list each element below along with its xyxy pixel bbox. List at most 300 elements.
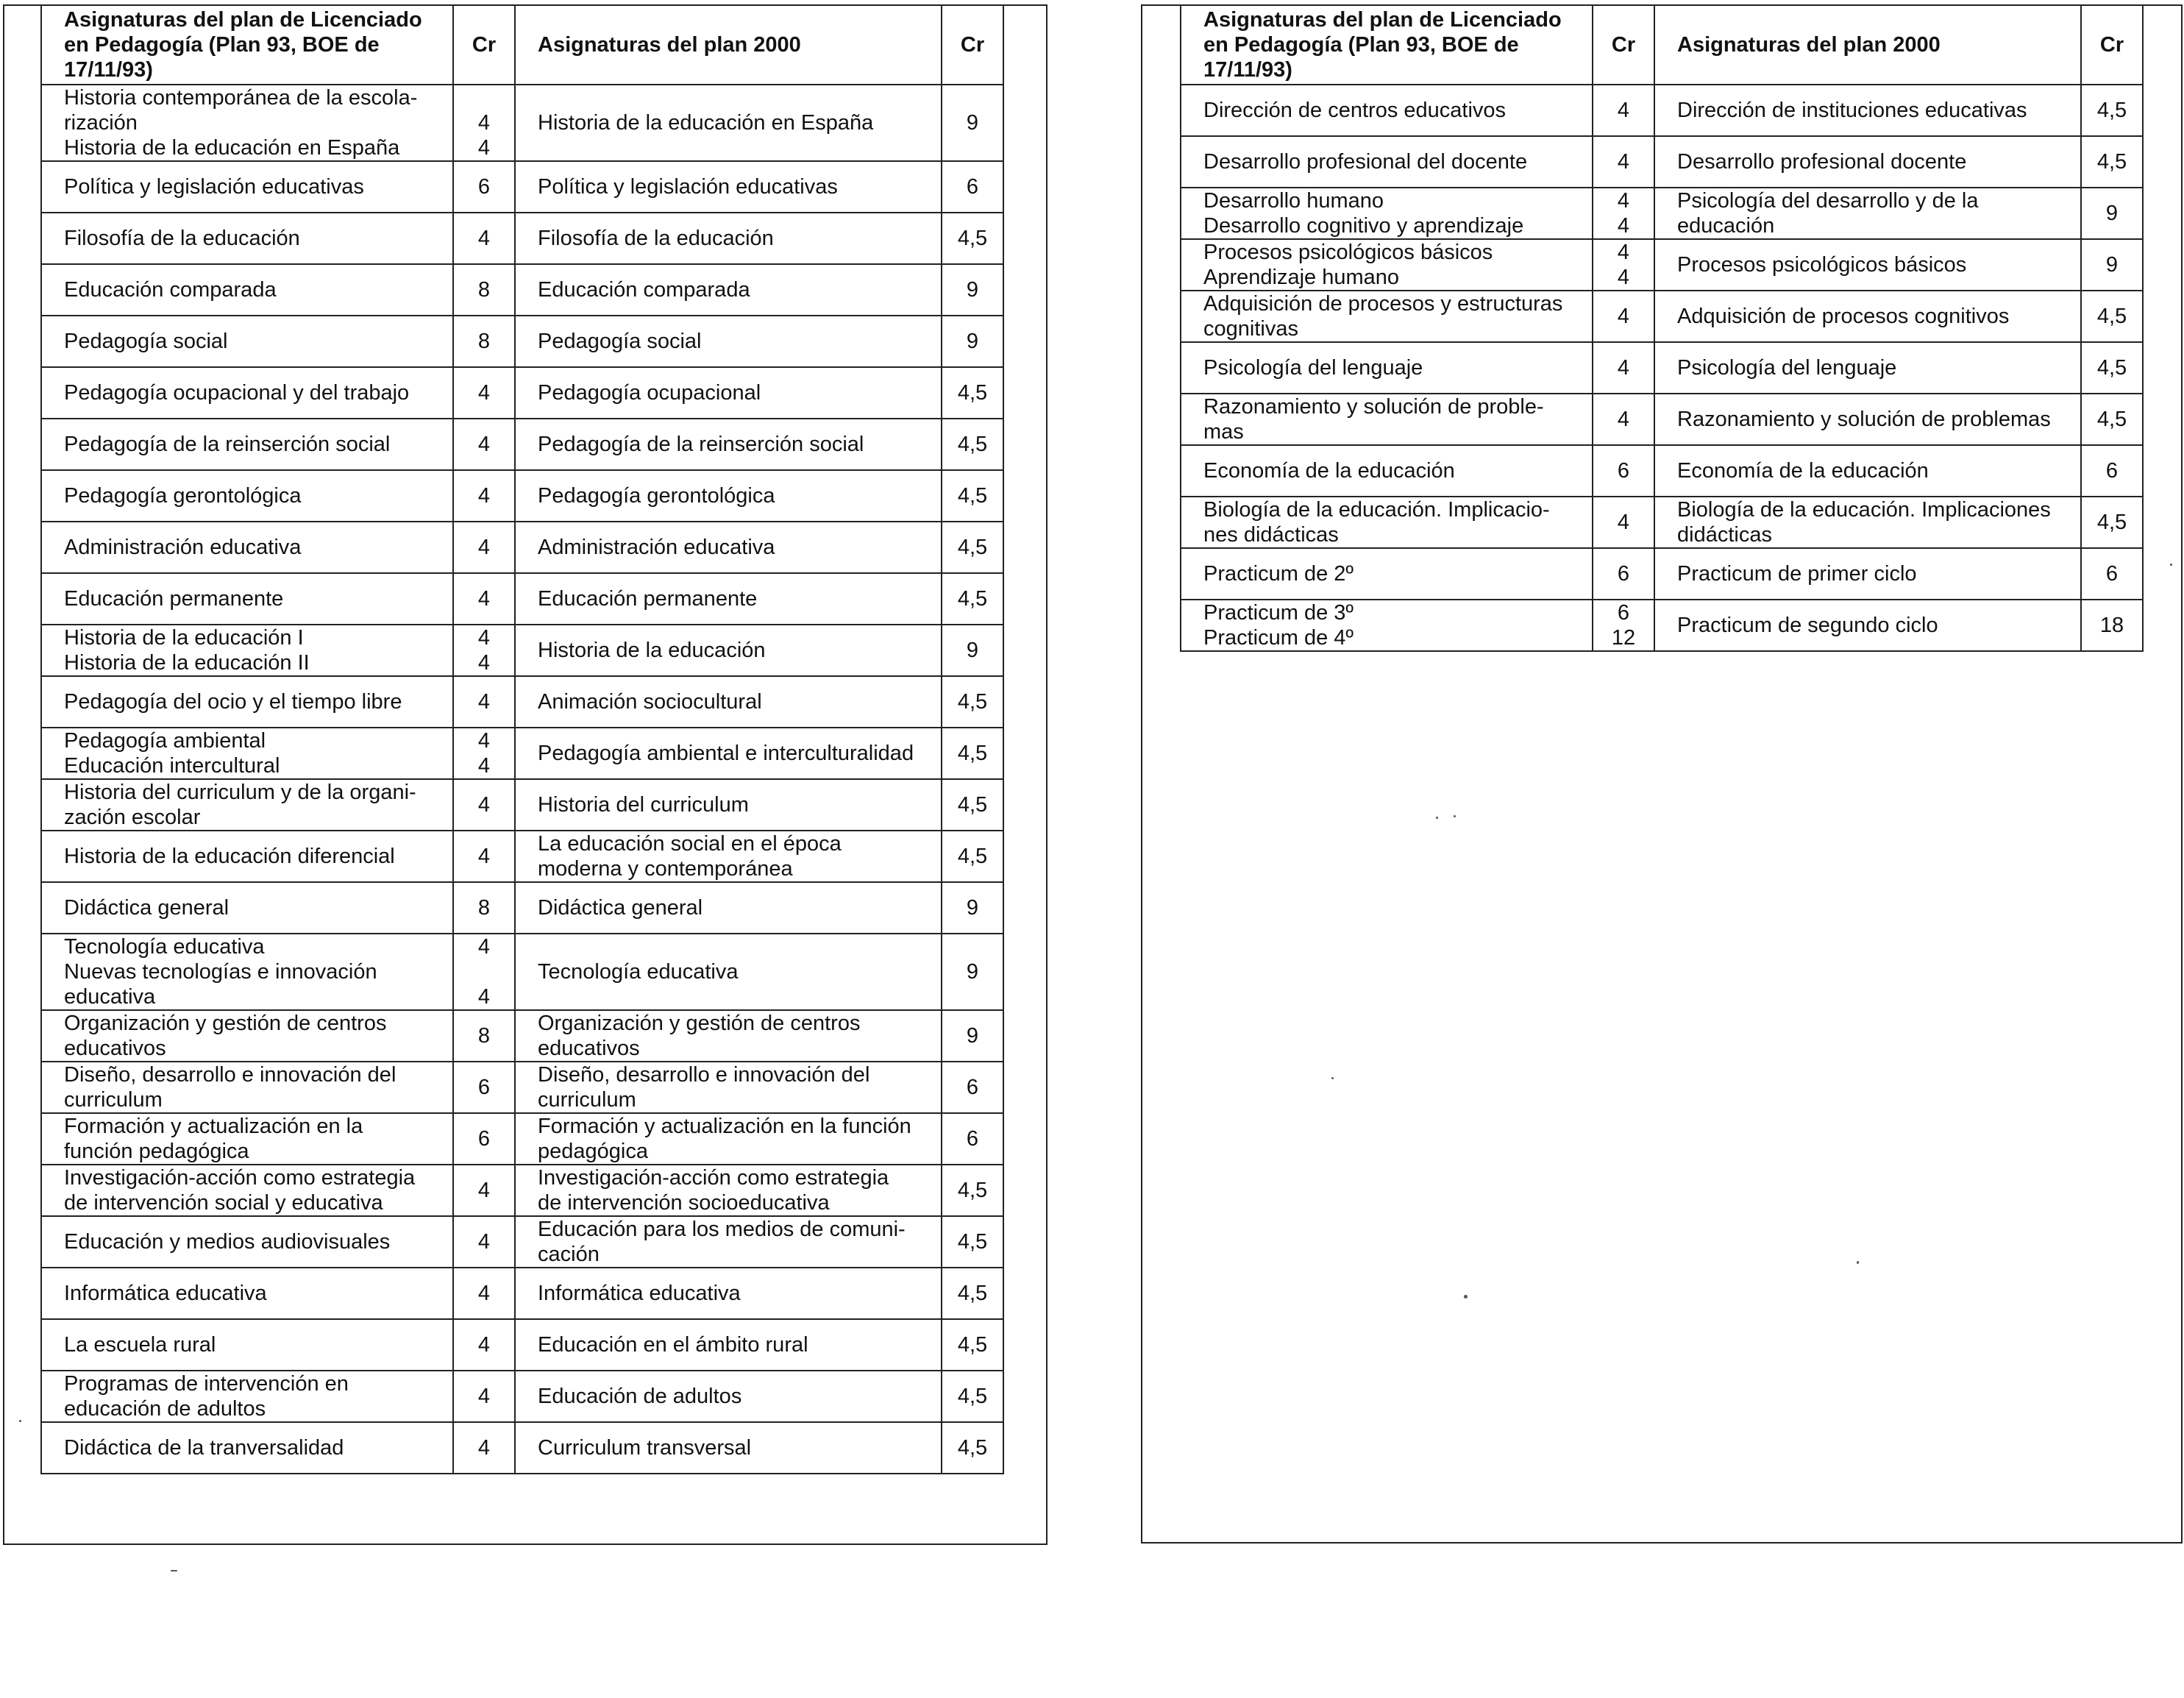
old-credits-cell (453, 522, 515, 573)
new-subject-cell-line: Educación comparada (538, 278, 750, 302)
old-subject-cell (41, 1165, 453, 1216)
new-subject-cell-line: Pedagogía social (538, 330, 702, 353)
old-credits-cell (1593, 342, 1654, 394)
old-credits-cell-line: 4 (1617, 189, 1630, 213)
new-credits-cell: 4,5 (942, 1165, 1003, 1216)
table-row (41, 161, 1003, 213)
old-credits-cell (453, 213, 515, 264)
old-credits-cell-line: 4 (477, 484, 491, 508)
old-credits-cell-line: 4 (477, 845, 491, 868)
old-credits-cell (453, 1165, 515, 1216)
header-new-credits: Cr (942, 5, 1003, 85)
old-credits-cell (453, 1319, 515, 1371)
old-subject-cell-line: educativa (64, 985, 156, 1009)
header-old-credits: Cr (1593, 5, 1654, 85)
old-subject-cell-line: Informática educativa (64, 1282, 267, 1305)
table-row (1181, 548, 2143, 600)
old-credits-cell-line: 4 (477, 1436, 491, 1460)
header-new-credits: Cr (2081, 5, 2143, 85)
new-credits-cell: 4,5 (942, 573, 1003, 625)
old-subject-cell (41, 522, 453, 573)
new-subject-cell-line: Organización y gestión de centros (538, 1012, 861, 1035)
old-subject-cell (41, 1113, 453, 1165)
new-credits-cell: 4,5 (942, 1216, 1003, 1268)
old-credits-cell-line: 6 (477, 1127, 491, 1151)
new-subject-cell (1654, 239, 2081, 291)
new-subject-cell-line: Educación para los medios de comuni- (538, 1218, 906, 1241)
new-credits-cell: 9 (942, 1010, 1003, 1062)
old-subject-cell (1181, 342, 1593, 394)
new-subject-cell (1654, 394, 2081, 445)
new-subject-cell-line: Pedagogía ambiental e interculturalidad (538, 742, 914, 765)
old-subject-cell (41, 625, 453, 676)
old-subject-cell (41, 85, 453, 161)
table-row (1181, 239, 2143, 291)
table-row (41, 1371, 1003, 1422)
old-credits-cell (1593, 291, 1654, 342)
old-subject-cell (41, 573, 453, 625)
new-subject-cell-line: Curriculum transversal (538, 1436, 752, 1460)
old-credits-cell-line: 4 (477, 381, 491, 405)
old-credits-cell-line: 4 (1617, 356, 1630, 380)
table-row (1181, 342, 2143, 394)
new-subject-cell-line: Animación sociocultural (538, 690, 762, 714)
old-subject-cell (41, 831, 453, 882)
table-row (41, 1165, 1003, 1216)
old-credits-cell-line: 8 (477, 1024, 491, 1048)
old-subject-cell (41, 1422, 453, 1474)
new-credits-cell: 4,5 (2081, 394, 2143, 445)
new-subject-cell (515, 161, 942, 213)
scan-speck (19, 1420, 21, 1422)
new-credits-cell: 18 (2081, 600, 2143, 651)
old-credits-cell (1593, 600, 1654, 651)
new-subject-cell-line: educativos (538, 1037, 640, 1060)
old-subject-cell-line: Dirección de centros educativos (1203, 99, 1507, 122)
old-credits-cell (1593, 394, 1654, 445)
old-subject-cell (41, 213, 453, 264)
old-credits-cell-line: 12 (1611, 626, 1636, 650)
old-credits-cell (1593, 85, 1654, 136)
new-credits-cell: 9 (942, 625, 1003, 676)
old-credits-cell-line: 6 (1617, 601, 1630, 625)
new-subject-cell (515, 213, 942, 264)
old-subject-cell-line: Practicum de 2º (1203, 562, 1354, 586)
old-subject-cell-line: Educación permanente (64, 587, 284, 611)
old-credits-cell-line: 8 (477, 330, 491, 353)
old-subject-cell (41, 1010, 453, 1062)
old-credits-cell-line: 4 (1617, 408, 1630, 431)
table-row (1181, 497, 2143, 548)
new-subject-cell (515, 1371, 942, 1422)
table-body (41, 85, 1003, 1474)
new-credits-cell: 9 (942, 934, 1003, 1010)
table-row (41, 1422, 1003, 1474)
new-credits-cell: 4,5 (2081, 136, 2143, 188)
old-credits-cell (453, 1371, 515, 1422)
new-subject-cell-line: curriculum (538, 1088, 636, 1112)
old-subject-cell (41, 1319, 453, 1371)
table-row (41, 316, 1003, 367)
new-credits-cell: 6 (2081, 548, 2143, 600)
old-subject-cell-line: nes didácticas (1203, 523, 1339, 547)
old-subject-cell-line: Pedagogía ocupacional y del trabajo (64, 381, 410, 405)
old-subject-cell (41, 779, 453, 831)
new-credits-cell: 9 (942, 316, 1003, 367)
old-subject-cell-line: Educación comparada (64, 278, 277, 302)
old-credits-cell-line: 4 (477, 536, 491, 559)
old-subject-cell-line: Procesos psicológicos básicos (1203, 241, 1493, 264)
old-subject-cell (41, 882, 453, 934)
header-old-plan: Asignaturas del plan de Licenciado en Pedagogía (Plan 93, BOE de 17/11/93) (1181, 5, 1593, 85)
old-credits-cell (453, 779, 515, 831)
new-subject-cell (515, 85, 942, 161)
old-subject-cell-line: Política y legislación educativas (64, 175, 364, 199)
scan-speck (1331, 1077, 1334, 1079)
new-subject-cell (1654, 600, 2081, 651)
old-subject-cell (41, 316, 453, 367)
new-subject-cell-line: Historia de la educación (538, 639, 766, 662)
table-row (41, 573, 1003, 625)
old-credits-cell-line: 4 (1617, 511, 1630, 534)
old-credits-cell (453, 1216, 515, 1268)
scan-speck (1454, 815, 1456, 817)
table-row (1181, 600, 2143, 651)
old-credits-cell-line: 4 (477, 754, 491, 778)
new-subject-cell-line: Política y legislación educativas (538, 175, 838, 199)
new-subject-cell (1654, 548, 2081, 600)
new-subject-cell-line: Didáctica general (538, 896, 703, 920)
table-row (1181, 85, 2143, 136)
new-subject-cell-line: Procesos psicológicos básicos (1677, 253, 1967, 277)
old-subject-cell-line: Desarrollo profesional del docente (1203, 150, 1528, 174)
new-subject-cell (515, 831, 942, 882)
new-subject-cell-line: Practicum de segundo ciclo (1677, 614, 1938, 637)
table-row (41, 419, 1003, 470)
old-subject-cell-line: Pedagogía de la reinserción social (64, 433, 391, 456)
table-row (41, 264, 1003, 316)
old-subject-cell (1181, 239, 1593, 291)
old-credits-cell (453, 573, 515, 625)
new-subject-cell (515, 1010, 942, 1062)
old-credits-cell (453, 1062, 515, 1113)
old-credits-cell (453, 1422, 515, 1474)
old-credits-cell (453, 625, 515, 676)
table-row (41, 367, 1003, 419)
old-credits-cell (1593, 188, 1654, 239)
old-subject-cell (1181, 291, 1593, 342)
old-credits-cell-line (457, 85, 511, 110)
header-old-plan: Asignaturas del plan de Licenciado en Pedagogía (Plan 93, BOE de 17/11/93) (41, 5, 453, 85)
old-subject-cell-line: educativos (64, 1037, 166, 1060)
old-subject-cell-line: Filosofía de la educación (64, 227, 300, 250)
new-subject-cell (1654, 85, 2081, 136)
table-row (41, 522, 1003, 573)
new-credits-cell: 4,5 (942, 1371, 1003, 1422)
old-subject-cell (41, 161, 453, 213)
old-subject-cell-line: La escuela rural (64, 1333, 216, 1357)
old-credits-cell-line: 4 (477, 111, 491, 135)
new-subject-cell-line: educación (1677, 214, 1775, 238)
new-subject-cell-line: Dirección de instituciones educativas (1677, 99, 2027, 122)
equivalence-table-right (1180, 4, 2144, 652)
new-subject-cell (1654, 445, 2081, 497)
old-subject-cell (41, 1371, 453, 1422)
new-subject-cell-line: Educación en el ámbito rural (538, 1333, 808, 1357)
new-credits-cell: 6 (942, 1113, 1003, 1165)
new-subject-cell (515, 573, 942, 625)
old-subject-cell-line: Organización y gestión de centros (64, 1012, 387, 1035)
old-credits-cell (453, 676, 515, 728)
old-credits-cell (453, 367, 515, 419)
old-subject-cell-line: mas (1203, 420, 1244, 444)
new-subject-cell-line: Historia de la educación en España (538, 111, 874, 135)
old-subject-cell-line: Razonamiento y solución de proble- (1203, 395, 1544, 419)
new-subject-cell (515, 1319, 942, 1371)
old-credits-cell (453, 831, 515, 882)
old-credits-cell-line: 4 (477, 1385, 491, 1408)
old-credits-cell (453, 161, 515, 213)
old-credits-cell-line: 4 (1617, 150, 1630, 174)
new-subject-cell-line: Formación y actualización en la función (538, 1115, 911, 1138)
old-subject-cell (41, 419, 453, 470)
old-credits-cell-line: 4 (477, 729, 491, 753)
new-credits-cell: 4,5 (2081, 497, 2143, 548)
header-new-plan: Asignaturas del plan 2000 (1654, 5, 2081, 85)
new-subject-cell-line: Investigación-acción como estrategia (538, 1166, 889, 1190)
table-row (1181, 445, 2143, 497)
new-credits-cell: 4,5 (942, 1422, 1003, 1474)
new-subject-cell (1654, 188, 2081, 239)
old-credits-cell-line: 4 (477, 985, 491, 1009)
table-row (41, 728, 1003, 779)
old-subject-cell-line: Didáctica general (64, 896, 230, 920)
scan-speck (1464, 1295, 1468, 1299)
new-credits-cell: 4,5 (942, 470, 1003, 522)
new-subject-cell (515, 316, 942, 367)
new-credits-cell: 9 (942, 264, 1003, 316)
header-old-credits: Cr (453, 5, 515, 85)
table-row (41, 1113, 1003, 1165)
old-subject-cell (41, 367, 453, 419)
old-credits-cell-line: 4 (477, 690, 491, 714)
old-subject-cell-line: cognitivas (1203, 317, 1298, 341)
new-credits-cell: 9 (2081, 188, 2143, 239)
old-subject-cell-line: Diseño, desarrollo e innovación del (64, 1063, 396, 1087)
table-row (1181, 136, 2143, 188)
new-subject-cell-line: Tecnología educativa (538, 960, 739, 984)
new-subject-cell (515, 367, 942, 419)
new-subject-cell-line: didácticas (1677, 523, 1772, 547)
new-credits-cell: 4,5 (2081, 85, 2143, 136)
old-credits-cell-line: 6 (477, 1076, 491, 1099)
old-credits-cell-line: 4 (477, 793, 491, 817)
new-subject-cell (1654, 497, 2081, 548)
header-row (41, 5, 1003, 85)
old-credits-cell-line: 4 (477, 1179, 491, 1202)
new-credits-cell: 6 (2081, 445, 2143, 497)
new-subject-cell-line: Practicum de primer ciclo (1677, 562, 1917, 586)
new-subject-cell-line: cación (538, 1243, 600, 1266)
table-row (1181, 394, 2143, 445)
table-row (41, 1216, 1003, 1268)
new-subject-cell-line: Pedagogía ocupacional (538, 381, 761, 405)
old-subject-cell-line: Economía de la educación (1203, 459, 1455, 483)
table-row (41, 1062, 1003, 1113)
old-subject-cell-line: Practicum de 3º (1203, 601, 1354, 625)
old-credits-cell-line: 4 (477, 651, 491, 675)
table-row (41, 676, 1003, 728)
old-subject-cell-line: Historia de la educación II (64, 651, 310, 675)
old-subject-cell (41, 1216, 453, 1268)
scan-speck (1857, 1261, 1859, 1264)
new-subject-cell-line: Pedagogía de la reinserción social (538, 433, 864, 456)
new-credits-cell: 4,5 (942, 419, 1003, 470)
table-row (41, 882, 1003, 934)
old-subject-cell-line: Nuevas tecnologías e innovación (64, 960, 377, 984)
new-subject-cell-line: Economía de la educación (1677, 459, 1929, 483)
old-subject-cell (41, 1268, 453, 1319)
new-subject-cell (1654, 291, 2081, 342)
new-subject-cell-line: Razonamiento y solución de problemas (1677, 408, 2051, 431)
scan-speck (2170, 564, 2172, 566)
new-subject-cell-line: Biología de la educación. Implicaciones (1677, 498, 2051, 522)
old-subject-cell-line: zación escolar (64, 806, 201, 829)
old-subject-cell (1181, 600, 1593, 651)
table-row (41, 831, 1003, 882)
new-credits-cell: 9 (942, 882, 1003, 934)
new-subject-cell-line: Diseño, desarrollo e innovación del (538, 1063, 870, 1087)
old-subject-cell-line: Formación y actualización en la (64, 1115, 363, 1138)
scan-speck (1436, 817, 1438, 819)
old-credits-cell (453, 882, 515, 934)
old-credits-cell-line: 4 (477, 626, 491, 650)
new-subject-cell-line: Adquisición de procesos cognitivos (1677, 305, 2010, 328)
new-subject-cell-line: La educación social en el época (538, 832, 842, 856)
old-subject-cell-line: Historia del curriculum y de la organi- (64, 781, 416, 804)
old-credits-cell-line: 4 (477, 136, 491, 160)
old-credits-cell (453, 85, 515, 161)
table-row (41, 1268, 1003, 1319)
new-subject-cell-line: pedagógica (538, 1140, 648, 1163)
old-subject-cell-line: Historia de la educación diferencial (64, 845, 395, 868)
old-credits-cell (453, 1113, 515, 1165)
table-row (41, 934, 1003, 1010)
new-subject-cell (1654, 342, 2081, 394)
table-row (41, 1010, 1003, 1062)
old-credits-cell (453, 419, 515, 470)
new-subject-cell-line: Administración educativa (538, 536, 775, 559)
new-subject-cell (515, 470, 942, 522)
header-row (1181, 5, 2143, 85)
new-credits-cell: 4,5 (942, 1268, 1003, 1319)
table-row (41, 779, 1003, 831)
new-subject-cell-line: Educación de adultos (538, 1385, 742, 1408)
new-credits-cell: 4,5 (942, 779, 1003, 831)
header-new-plan: Asignaturas del plan 2000 (515, 5, 942, 85)
new-subject-cell (515, 1165, 942, 1216)
old-subject-cell-line: Tecnología educativa (64, 935, 265, 959)
new-credits-cell: 4,5 (942, 522, 1003, 573)
table-row (41, 85, 1003, 161)
old-subject-cell-line: Pedagogía ambiental (64, 729, 266, 753)
new-subject-cell (515, 934, 942, 1010)
new-credits-cell: 4,5 (942, 831, 1003, 882)
old-credits-cell (1593, 136, 1654, 188)
old-credits-cell (1593, 548, 1654, 600)
old-subject-cell (41, 470, 453, 522)
new-credits-cell: 4,5 (942, 213, 1003, 264)
old-credits-cell (453, 316, 515, 367)
old-subject-cell-line: Administración educativa (64, 536, 302, 559)
new-subject-cell (515, 676, 942, 728)
new-subject-cell (515, 625, 942, 676)
old-credits-cell-line: 4 (1617, 266, 1630, 289)
old-credits-cell-line: 4 (477, 1333, 491, 1357)
table-row (41, 1319, 1003, 1371)
old-subject-cell-line: Programas de intervención en (64, 1372, 349, 1396)
old-credits-cell-line: 6 (477, 175, 491, 199)
old-subject-cell (41, 728, 453, 779)
new-credits-cell: 6 (942, 161, 1003, 213)
old-subject-cell-line: de intervención social y educativa (64, 1191, 383, 1215)
table-row (41, 470, 1003, 522)
old-credits-cell (453, 264, 515, 316)
old-subject-cell-line: Pedagogía social (64, 330, 228, 353)
table-body (1181, 85, 2143, 651)
new-subject-cell (515, 1113, 942, 1165)
new-credits-cell: 6 (942, 1062, 1003, 1113)
table-row (1181, 291, 2143, 342)
old-credits-cell (1593, 239, 1654, 291)
old-credits-cell-line: 4 (1617, 99, 1630, 122)
old-subject-cell (1181, 548, 1593, 600)
new-subject-cell-line: moderna y contemporánea (538, 857, 793, 881)
old-credits-cell (453, 1268, 515, 1319)
new-subject-cell-line: Pedagogía gerontológica (538, 484, 775, 508)
old-subject-cell-line: Educación intercultural (64, 754, 280, 778)
new-subject-cell-line: Desarrollo profesional docente (1677, 150, 1967, 174)
new-credits-cell: 4,5 (2081, 291, 2143, 342)
new-subject-cell (515, 882, 942, 934)
old-subject-cell (41, 1062, 453, 1113)
new-credits-cell: 9 (942, 85, 1003, 161)
old-subject-cell (1181, 445, 1593, 497)
new-subject-cell-line: Filosofía de la educación (538, 227, 774, 250)
old-credits-cell-line: 4 (477, 1282, 491, 1305)
old-subject-cell-line: Pedagogía del ocio y el tiempo libre (64, 690, 402, 714)
old-credits-cell-line: 4 (477, 1230, 491, 1254)
new-subject-cell (515, 1062, 942, 1113)
new-subject-cell-line: Historia del curriculum (538, 793, 749, 817)
old-subject-cell-line: educación de adultos (64, 1397, 266, 1421)
old-credits-cell (453, 1010, 515, 1062)
new-credits-cell: 4,5 (942, 728, 1003, 779)
old-credits-cell-line: 6 (1617, 562, 1630, 586)
old-credits-cell (1593, 497, 1654, 548)
old-credits-cell (453, 934, 515, 1010)
old-credits-cell-line: 8 (477, 278, 491, 302)
new-subject-cell-line: Educación permanente (538, 587, 758, 611)
old-credits-cell-line: 4 (477, 227, 491, 250)
equivalence-table-left (40, 4, 1004, 1474)
old-subject-cell-line: Desarrollo cognitivo y aprendizaje (1203, 214, 1524, 238)
old-credits-cell-line: 4 (477, 433, 491, 456)
new-subject-cell (515, 779, 942, 831)
new-subject-cell-line: de intervención socioeducativa (538, 1191, 830, 1215)
new-credits-cell: 4,5 (942, 367, 1003, 419)
old-subject-cell-line: Pedagogía gerontológica (64, 484, 302, 508)
